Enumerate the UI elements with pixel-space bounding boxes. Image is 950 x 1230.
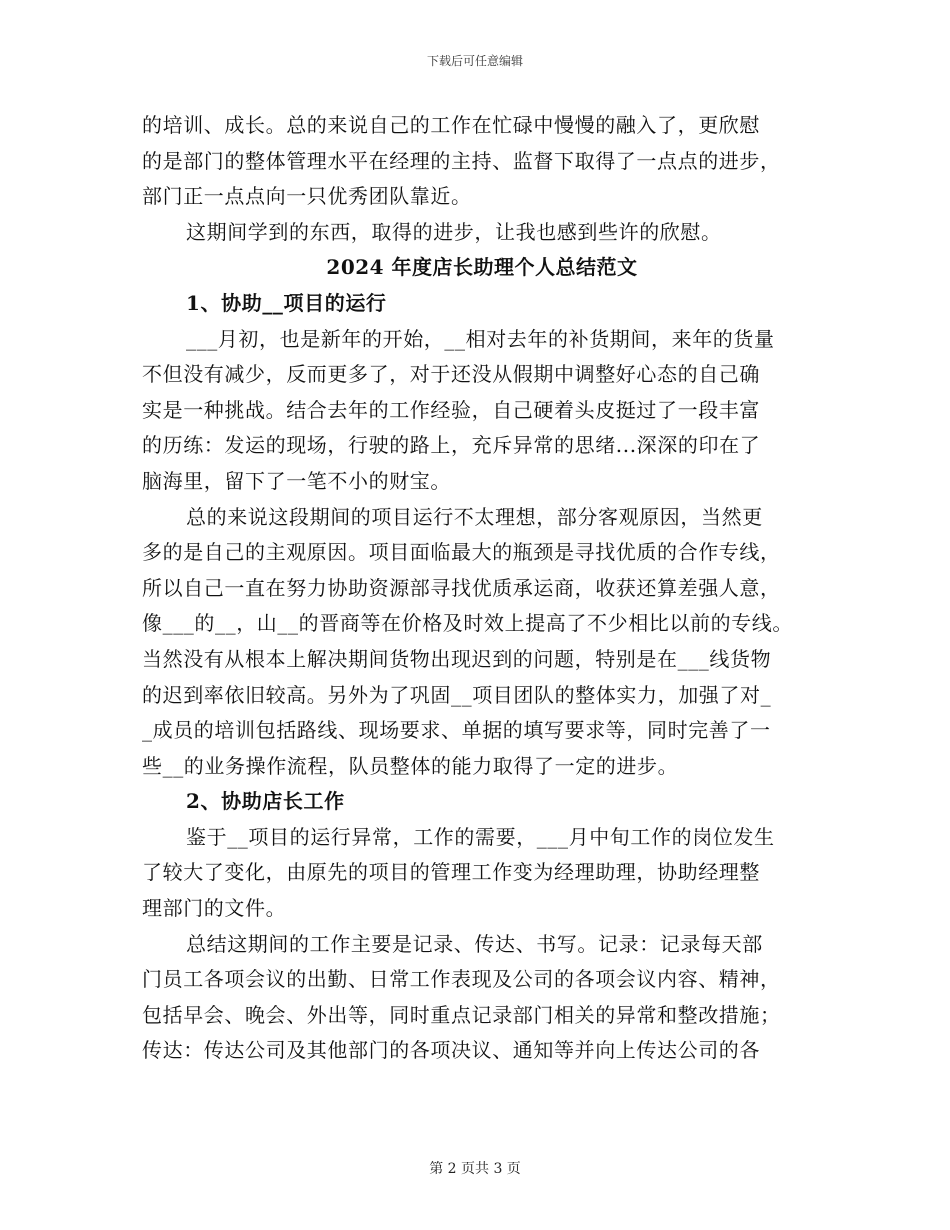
- paragraph-line: ___月初，也是新年的开始，__相对去年的补货期间，来年的货量: [186, 326, 775, 351]
- paragraph-line: 总结这期间的工作主要是记录、传达、书写。记录：记录每天部: [186, 931, 763, 956]
- paragraph-line: 的是部门的整体管理水平在经理的主持、监督下取得了一点点的进步，: [142, 148, 781, 173]
- paragraph-line: 像___的__，山__的晋商等在价格及时效上提高了不少相比以前的专线。: [142, 611, 793, 636]
- paragraph-line: 了较大了变化，由原先的项目的管理工作变为经理助理，协助经理整: [142, 860, 760, 885]
- paragraph-line: 理部门的文件。: [142, 896, 287, 921]
- paragraph-line: _成员的培训包括路线、现场要求、单据的填写要求等，同时完善了一: [142, 718, 771, 743]
- paragraph-line: 包括早会、晚会、外出等，同时重点记录部门相关的异常和整改措施；: [142, 1002, 781, 1027]
- page-number: 第 2 页共 3 页: [429, 1161, 521, 1177]
- paragraph-line: 些__的业务操作流程，队员整体的能力取得了一定的进步。: [142, 753, 679, 778]
- paragraph-line: 部门正一点点向一只优秀团队靠近。: [142, 184, 472, 209]
- paragraph-line: 脑海里，留下了一笔不小的财宝。: [142, 468, 451, 493]
- paragraph-line: 实是一种挑战。结合去年的工作经验，自己硬着头皮挺过了一段丰富: [142, 397, 760, 422]
- paragraph-line: 当然没有从根本上解决期间货物出现迟到的问题，特别是在___线货物: [142, 646, 772, 671]
- paragraph-line: 不但没有减少，反而更多了，对于还没从假期中调整好心态的自己确: [142, 362, 760, 387]
- section-heading: 1、协助__项目的运行: [186, 290, 387, 315]
- document-title: 2024 年度店长助理个人总结范文: [326, 255, 638, 280]
- paragraph-line: 传达：传达公司及其他部门的各项决议、通知等并向上传达公司的各: [142, 1038, 760, 1063]
- paragraph-line: 的培训、成长。总的来说自己的工作在忙碌中慢慢的融入了，更欣慰: [142, 113, 760, 137]
- paragraph-line: 所以自己一直在努力协助资源部寻找优质承运商，收获还算差强人意，: [142, 575, 781, 600]
- section-heading: 2、协助店长工作: [186, 789, 345, 814]
- paragraph-line: 的历练：发运的现场，行驶的路上，充斥异常的思绪...深深的印在了: [142, 433, 761, 458]
- paragraph-line: 门员工各项会议的出勤、日常工作表现及公司的各项会议内容、精神，: [142, 967, 781, 992]
- paragraph-line: 总的来说这段期间的项目运行不太理想，部分客观原因，当然更: [186, 504, 763, 529]
- paragraph-line: 的迟到率依旧较高。另外为了巩固__项目团队的整体实力，加强了对_: [142, 682, 772, 707]
- page-header: 下载后可任意编辑: [426, 54, 523, 68]
- paragraph-line: 多的是自己的主观原因。项目面临最大的瓶颈是寻找优质的合作专线，: [142, 540, 781, 565]
- paragraph-line: 鉴于__项目的运行异常，工作的需要，___月中旬工作的岗位发生: [186, 824, 775, 849]
- paragraph-line: 这期间学到的东西，取得的进步，让我也感到些许的欣慰。: [186, 219, 722, 244]
- document-body: [142, 108, 822, 1069]
